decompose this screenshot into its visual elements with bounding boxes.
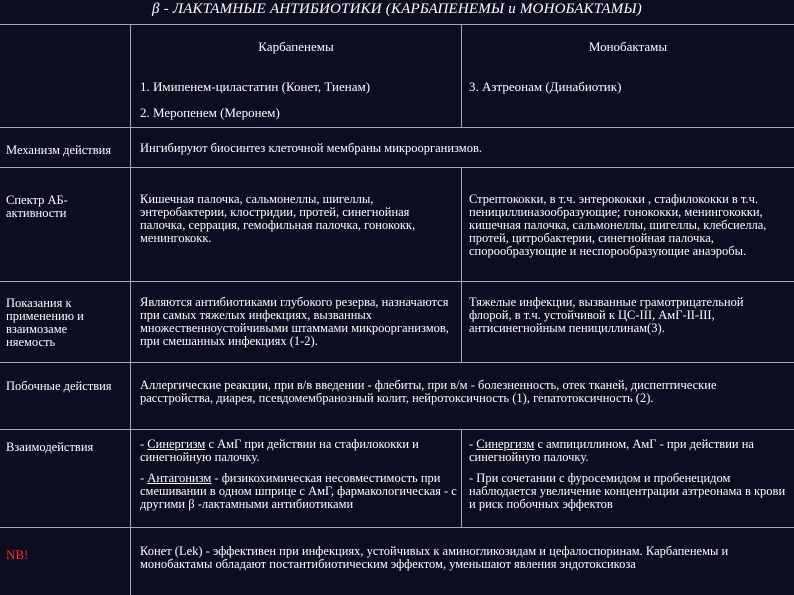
label-indications: Показания к применению и взаимозаме няемость	[6, 296, 84, 349]
side-effects-text: Аллергические реакции, при в/в введении - флебиты, при в/м - болезненность, отек тканей, диспептические расстройства, диарея, псевдомембранозный колит, нейротоксичность (1), гепатотоксичность (2).	[140, 378, 717, 405]
row-divider	[0, 167, 794, 168]
label-spectrum: Спектр АБ-активности	[6, 193, 68, 220]
drug-imipenem: 1. Имипенем-циластатин (Конет, Тиенам)	[140, 79, 371, 94]
row-divider	[0, 429, 794, 430]
interactions-carbapenems-synergy: - Синергизм с АмГ при действии на стафилококки и синегнойную палочку.	[140, 437, 419, 464]
interactions-monobactams-synergy: - Синергизм с ампициллином, АмГ - при действии на синегнойную палочку.	[469, 437, 754, 464]
synergy-term: Синергизм	[476, 437, 535, 451]
indications-carbapenems: Являются антибиотиками глубокого резерва, назначаются при самых тяжелых инфекциях, вызванных множественноустойчивыми штаммами микроорганизмов, при смешанных инфекциях (1-2).	[140, 295, 449, 348]
indications-monobactams: Тяжелые инфекции, вызванные грамотрицательной флорой, в т.ч. устойчивой к ЦС-III, АмГ-II-III, антисинегнойным пенициллинам(3).	[469, 295, 744, 335]
column-divider	[461, 167, 462, 362]
column-divider	[461, 429, 462, 527]
antagonism-text: - физикохимическая несовместимость при смешивании в одном шприце с АмГ, фармакологическая - с другими β -лактамными антибиотиками	[140, 471, 457, 511]
interactions-monobactams-other: - При сочетании с фуросемидом и пробенецидом наблюдается увеличение концентрации азтреонама в крови и риск побочных эффектов	[469, 471, 786, 511]
row-divider	[0, 527, 794, 528]
label-nb: NB!	[6, 547, 29, 562]
label-mechanism: Механизм действия	[6, 143, 112, 157]
synergy-text: с АмГ при действии на стафилококки и синегнойную палочку.	[140, 437, 419, 464]
interactions-carbapenems-antagonism: - Антагонизм - физикохимическая несовместимость при смешивании в одном шприце с АмГ, фармакологическая - с другими β -лактамными антибиотиками	[140, 471, 457, 511]
drug-aztreonam: 3. Азтреонам (Динабиотик)	[469, 79, 622, 94]
spectrum-monobactams: Стрептококки, в т.ч. энтерококки , стафилококки в т.ч. пенициллиназообразующие; гонококки, менингококки, кишечная палочка, сальмонеллы, шигеллы, клебсиелла, протей, цитробактерии, синегнойная палочка, спорообразующие и неспорообразующие анаэробы.	[469, 192, 767, 258]
mechanism-text: Ингибируют биосинтез клеточной мембраны микроорганизмов.	[140, 141, 482, 155]
synergy-text: с ампициллином, АмГ - при действии на синегнойную палочку.	[469, 437, 754, 464]
antibiotics-table	[0, 24, 794, 595]
antagonism-term: Антагонизм	[147, 471, 212, 485]
page-title: β - ЛАКТАМНЫЕ АНТИБИОТИКИ (КАРБАПЕНЕМЫ и МОНОБАКТАМЫ)	[152, 1, 642, 17]
drug-meropenem: 2. Меропенем (Меронем)	[140, 105, 280, 120]
header-monobactams: Монобактамы	[588, 39, 668, 54]
spectrum-carbapenems: Кишечная палочка, сальмонеллы, шигеллы, энтеробактерии, клостридии, протей, синегнойная палочка, серрация, гемофильная палочка, гонококк, менингококк.	[140, 192, 416, 245]
row-divider	[0, 362, 794, 363]
row-divider	[0, 127, 794, 128]
synergy-term: Синергизм	[147, 437, 206, 451]
table-border-top	[0, 24, 794, 25]
nb-text: Конет (Lek) - эффективен при инфекциях, устойчивых к аминогликозидам и цефалоспоринам. Карбапенемы и монобактамы обладают постантибиотическим эффектом, уменьшают явления эндотоксикоза	[140, 544, 729, 571]
label-interactions: Взаимодействия	[6, 440, 94, 454]
row-divider	[0, 281, 794, 282]
header-carbapenems: Карбапенемы	[258, 39, 334, 54]
label-side-effects: Побочные действия	[6, 379, 112, 393]
column-divider	[130, 24, 131, 595]
